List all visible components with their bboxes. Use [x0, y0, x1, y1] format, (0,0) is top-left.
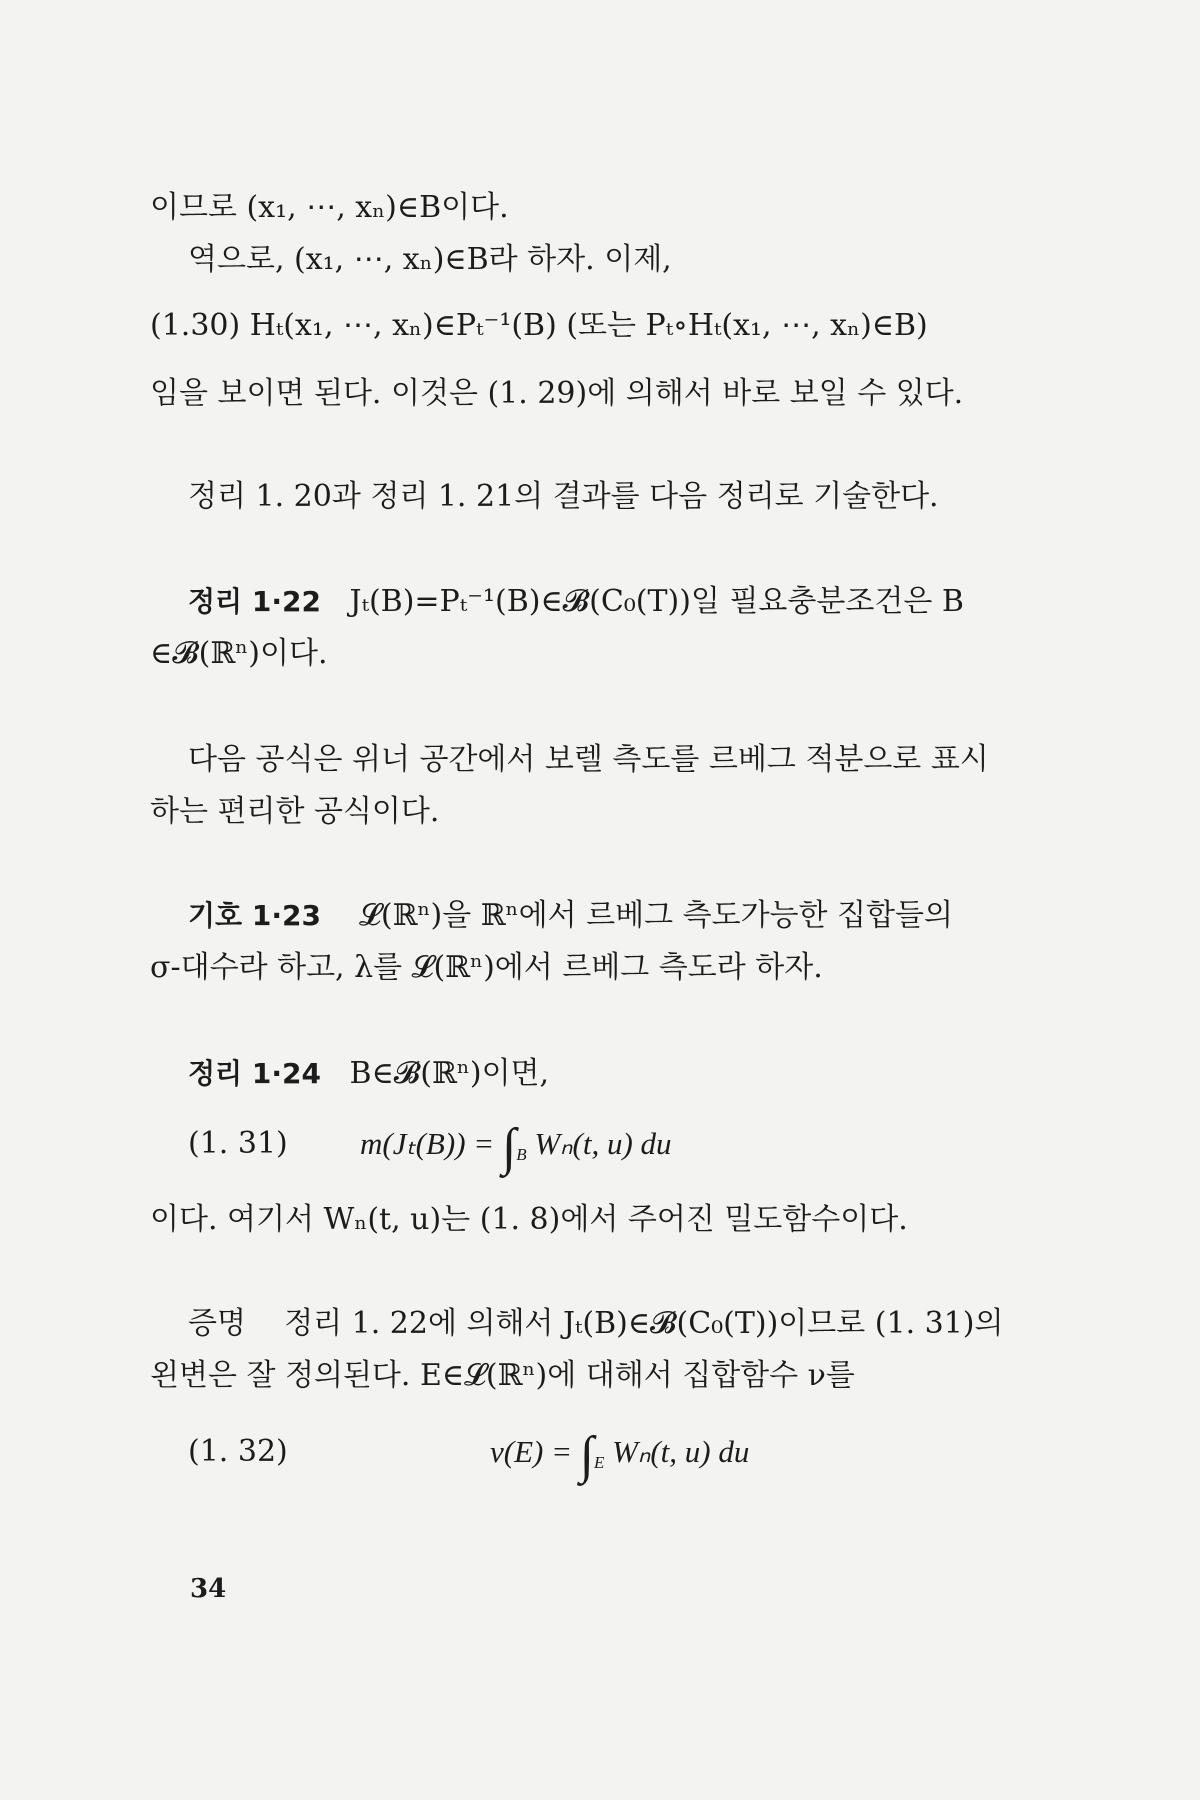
theorem-label: 정리 1·22 — [188, 585, 321, 618]
text-line-8: 다음 공식은 위너 공간에서 보렐 측도를 르베그 적분으로 표시 — [188, 742, 989, 777]
proof-text: 정리 1. 22에 의해서 Jₜ(B)∈𝓑(C₀(T))이므로 (1. 31)의 — [284, 1306, 1004, 1341]
text-line-14: 이다. 여기서 Wₙ(t, u)는 (1. 8)에서 주어진 밀도함수이다. — [150, 1202, 908, 1237]
equation-rhs: Wₙ(t, u) du — [534, 1126, 672, 1161]
equation-1-30: (1.30) Hₜ(x₁, ⋯, xₙ)∈Pₜ⁻¹(B) (또는 Pₜ∘Hₜ(x₁, ⋯, xₙ)∈B) — [150, 308, 928, 343]
text-line-1: 이므로 (x₁, ⋯, xₙ)∈B이다. — [150, 190, 509, 225]
text-line-5: 정리 1. 20과 정리 1. 21의 결과를 다음 정리로 기술한다. — [188, 479, 939, 514]
definition-1-23-cont: σ-대수라 하고, λ를 𝓛(ℝⁿ)에서 르베그 측도라 하자. — [150, 950, 823, 985]
definition-label: 기호 1·23 — [188, 899, 321, 932]
text-line-9: 하는 편리한 공식이다. — [150, 794, 440, 829]
equation-1-32 — [490, 1427, 750, 1484]
theorem-text: Jₜ(B)=Pₜ⁻¹(B)∈𝓑(C₀(T))일 필요충분조건은 B — [349, 584, 964, 619]
theorem-1-22 — [188, 582, 964, 622]
proof-cont: 왼변은 잘 정의된다. E∈𝓛(ℝⁿ)에 대해서 집합함수 ν를 — [150, 1358, 855, 1393]
text-line-4: 임을 보이면 된다. 이것은 (1. 29)에 의해서 바로 보일 수 있다. — [150, 376, 964, 411]
theorem-1-24 — [188, 1054, 549, 1094]
equation-1-31 — [360, 1119, 672, 1176]
integral-sign: ∫ — [501, 1119, 517, 1176]
definition-text: 𝓛(ℝⁿ)을 ℝⁿ에서 르베그 측도가능한 집합들의 — [359, 898, 953, 933]
proof-label: 증명 — [188, 1306, 246, 1341]
theorem-1-22-cont: ∈𝓑(ℝⁿ)이다. — [150, 636, 328, 671]
equation-number-1-31: (1. 31) — [188, 1126, 288, 1161]
theorem-text: B∈𝓑(ℝⁿ)이면, — [349, 1056, 550, 1091]
equation-rhs: Wₙ(t, u) du — [612, 1434, 750, 1469]
integral-domain: E — [594, 1453, 605, 1472]
equation-lhs: ν(E) = — [490, 1434, 573, 1469]
theorem-label: 정리 1·24 — [188, 1057, 321, 1090]
text-line-2: 역으로, (x₁, ⋯, xₙ)∈B라 하자. 이제, — [188, 242, 672, 277]
integral-sign: ∫ — [579, 1427, 595, 1484]
definition-1-23 — [188, 896, 953, 936]
equation-lhs: m(Jₜ(B)) = — [360, 1126, 495, 1161]
equation-number-1-32: (1. 32) — [188, 1434, 288, 1469]
page-number: 34 — [190, 1574, 227, 1604]
proof — [188, 1304, 1004, 1344]
integral-domain: B — [516, 1145, 527, 1164]
